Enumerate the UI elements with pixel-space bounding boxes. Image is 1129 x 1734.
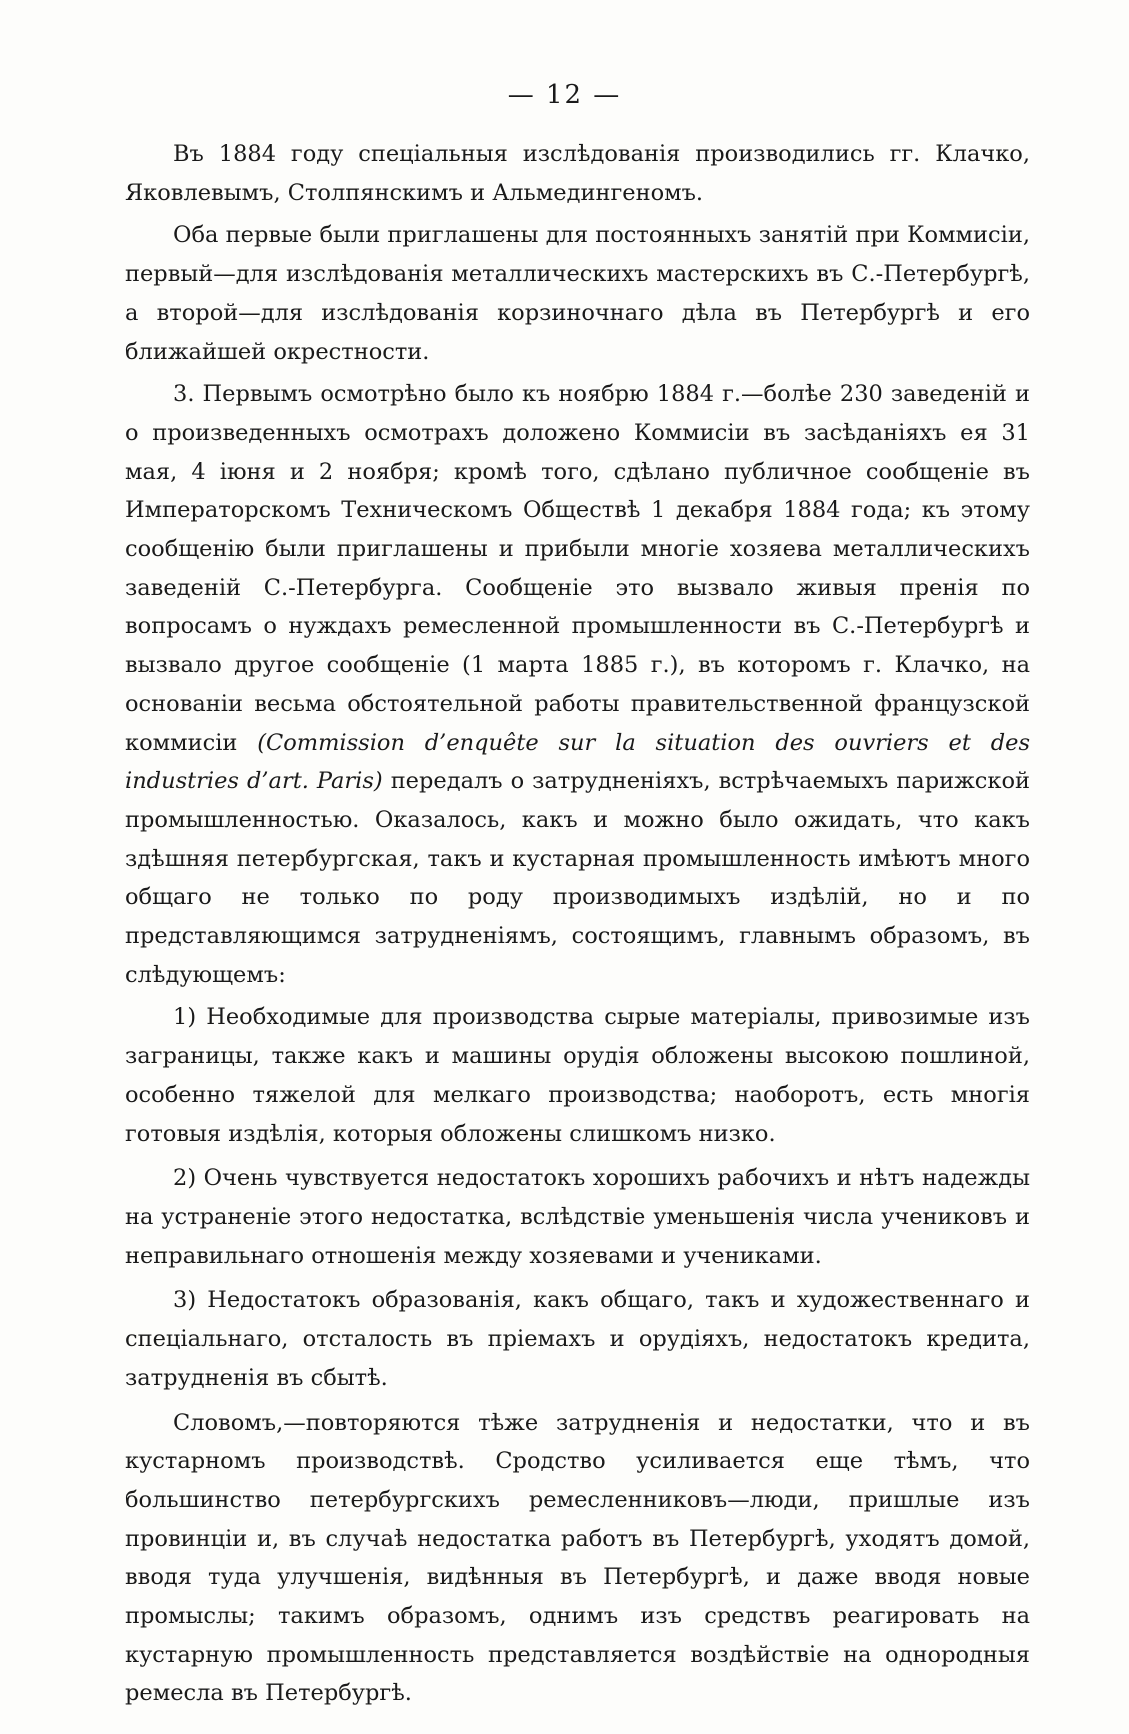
list-item-2: 2) Очень чувствуется недостатокъ хорошихъ рабочихъ и нѣтъ надежды на устраненіе этого недостатка, вслѣдствіе уменьшенія числа учениковъ и неправильнаго отношенія между хозяевами и учениками.: [125, 1165, 1030, 1269]
commission-citation: (Commission d’enquête sur la situation des ouvriers et des industries d’art. Paris): [125, 729, 1030, 795]
list-item-3: 3) Недостатокъ образованія, какъ общаго, такъ и художественнаго и спеціальнаго, отсталость въ пріемахъ и орудіяхъ, недостатокъ кредита, затрудненія въ сбытѣ.: [125, 1287, 1030, 1391]
page-number: — 12 —: [507, 80, 622, 110]
body-text: [125, 135, 1030, 1717]
paragraph-inspections-text-b: передалъ о затрудненіяхъ, встрѣчаемыхъ парижской промышленностью. Оказалось, какъ и можно было ожидать, что какъ здѣшняя петербургская, такъ и кустарная промышленность имѣютъ много общаго не только по роду производимыхъ издѣлій, но и по представляющимся затрудненіямъ, состоящимъ, главнымъ образомъ, въ слѣдующемъ:: [125, 768, 1030, 988]
paragraph-inspections-text-a: 3. Первымъ осмотрѣно было къ ноябрю 1884 г.—болѣе 230 заведеній и о произведенныхъ осмотрахъ доложено Коммисіи въ засѣданіяхъ ея 31 мая, 4 іюня и 2 ноября; кромѣ того, сдѣлано публичное сообщеніе въ Императорскомъ Техническомъ Обществѣ 1 декабря 1884 года; къ этому сообщенію были приглашены и прибыли многіе хозяева металлическихъ заведеній С.-Петербурга. Сообщеніе это вызвало живыя пренія по вопросамъ о нуждахъ ремесленной промышленности въ С.-Петербургѣ и вызвало другое сообщеніе (1 марта 1885 г.), въ которомъ г. Клачко, на основаніи весьма обстоятельной работы правительственной французской коммисіи: [125, 381, 1030, 756]
paragraph-conclusion: Словомъ,—повторяются тѣже затрудненія и недостатки, что и въ кустарномъ производствѣ. Сродство усиливается еще тѣмъ, что большинство петербургскихъ ремесленниковъ—люди, пришлые изъ провинціи и, въ случаѣ недостатка работъ въ Петербургѣ, уходятъ домой, вводя туда улучшенія, видѣнныя въ Петербургѣ, и даже вводя новые промыслы; такимъ образомъ, однимъ изъ средствъ реагировать на кустарную промышленность представляется воздѣйствіе на однородныя ремесла въ Петербургѣ.: [125, 1409, 1030, 1707]
list-item-1: 1) Необходимые для производства сырые матеріалы, привозимые изъ заграницы, также какъ и машины орудія обложены высокою пошлиной, особенно тяжелой для мелкаго производства; наоборотъ, есть многія готовыя издѣлія, которыя обложены слишкомъ низко.: [125, 1004, 1030, 1147]
paragraph-intro: Въ 1884 году спеціальныя изслѣдованія производились гг. Клачко, Яковлевымъ, Столпянскимъ и Альмедингеномъ.: [125, 141, 1030, 206]
paragraph-inspections: [125, 375, 1030, 994]
paragraph-invitations: Оба первые были приглашены для постоянныхъ занятій при Коммисіи, первый—для изслѣдованія металлическихъ мастерскихъ въ С.-Петербургѣ, а второй—для изслѣдованія корзиночнаго дѣла въ Петербургѣ и его ближайшей окрестности.: [125, 222, 1030, 365]
